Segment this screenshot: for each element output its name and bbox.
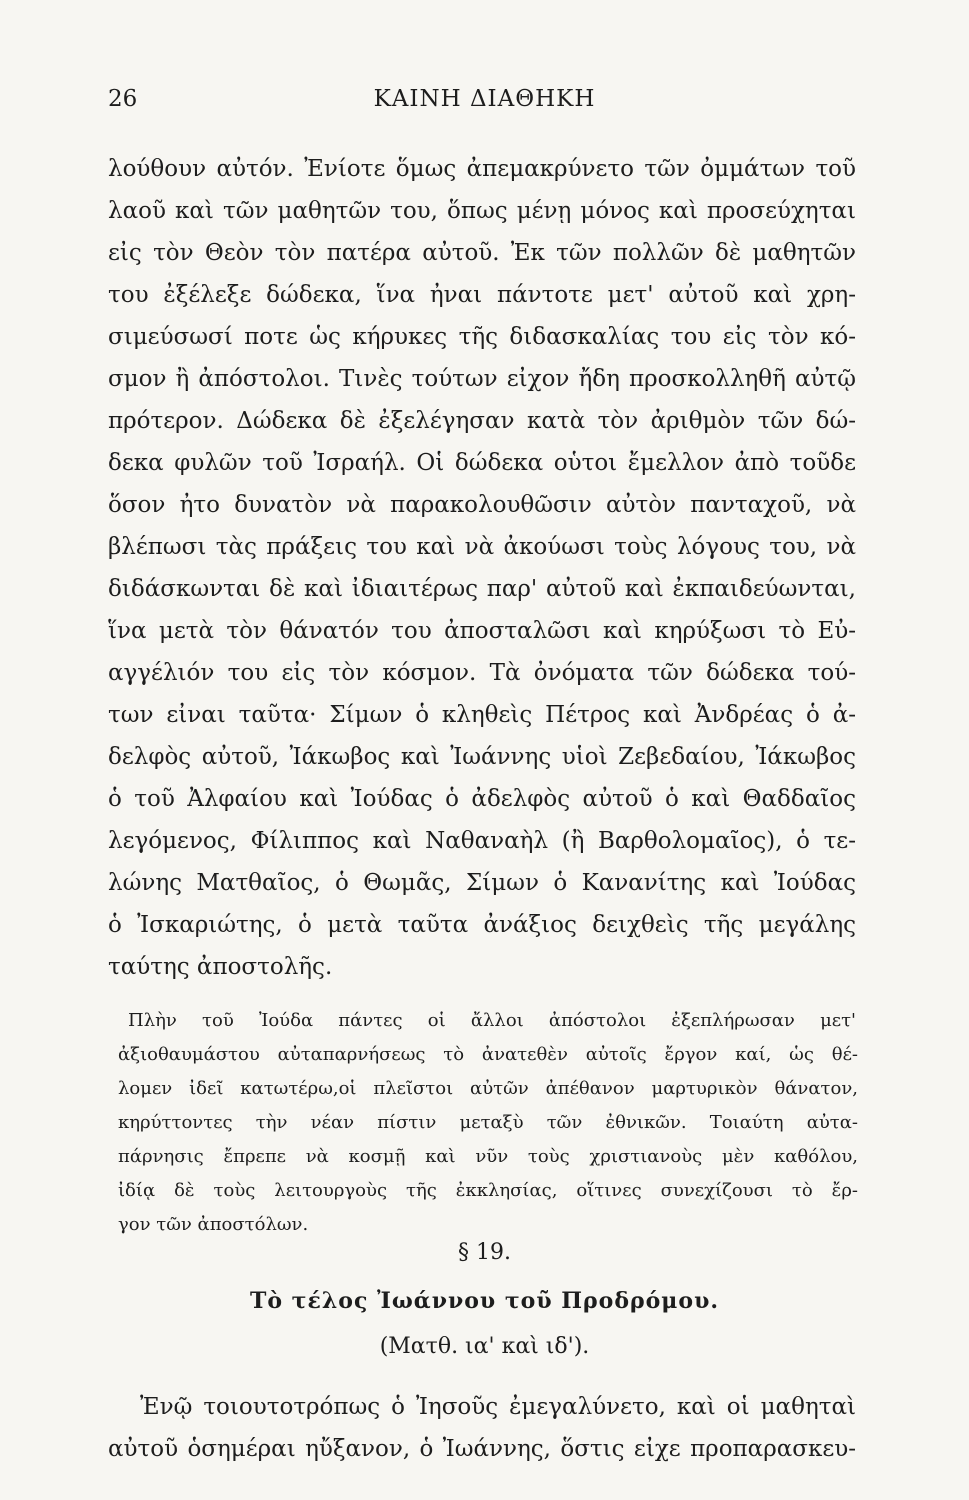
text-line: σιμεύσωσί ποτε ὡς κήρυκες τῆς διδασκαλίας του εἰς τὸν κό- <box>108 324 856 350</box>
text-line: εἰς τὸν Θεὸν τὸν πατέρα αὐτοῦ. Ἐκ τῶν πολλῶν δὲ μαθητῶν <box>108 240 856 266</box>
text-line: δελφὸς αὐτοῦ, Ἰάκωβος καὶ Ἰωάννης υἱοὶ Ζεβεδαίου, Ἰάκωβος <box>108 744 856 770</box>
text-line: λώνης Ματθαῖος, ὁ Θωμᾶς, Σίμων ὁ Κανανίτης καὶ Ἰούδας <box>108 870 856 896</box>
note-line: λομεν ἰδεῖ κατωτέρω,οἱ πλεῖστοι αὐτῶν ἀπέθανον μαρτυρικὸν θάνατον, <box>118 1078 858 1099</box>
text-line: λούθουν αὐτόν. Ἐνίοτε ὅμως ἀπεμακρύνετο τῶν ὀμμάτων τοῦ <box>108 156 856 182</box>
text-line: Ἐνῷ τοιουτοτρόπως ὁ Ἰησοῦς ἐμεγαλύνετο, καὶ οἱ μαθηταὶ <box>140 1394 856 1420</box>
text-line: ὅσον ἦτο δυνατὸν νὰ παρακολουθῶσιν αὐτὸν πανταχοῦ, νὰ <box>108 492 856 518</box>
note-line: ἰδίᾳ δὲ τοὺς λειτουργοὺς τῆς ἐκκλησίας, οἵτινες συνεχίζουσι τὸ ἔρ- <box>118 1180 858 1201</box>
text-line: ὁ Ἰσκαριώτης, ὁ μετὰ ταῦτα ἀνάξιος δειχθεὶς τῆς μεγάλης <box>108 912 856 938</box>
text-line: των εἶναι ταῦτα· Σίμων ὁ κληθεὶς Πέτρος καὶ Ἀνδρέας ὁ ἀ- <box>108 702 856 728</box>
section-heading: Τὸ τέλος Ἰωάννου τοῦ Προδρόμου. <box>249 1288 720 1314</box>
text-line: αὐτοῦ ὁσημέραι ηὔξανον, ὁ Ἰωάννης, ὅστις εἶχε προπαρασκευ- <box>108 1436 856 1462</box>
text-line: ἵνα μετὰ τὸν θάνατόν του ἀποσταλῶσι καὶ κηρύξωσι τὸ Εὐ- <box>108 618 856 644</box>
section-number: § 19. <box>458 1240 511 1265</box>
note-line: Πλὴν τοῦ Ἰούδα πάντες οἱ ἄλλοι ἀπόστολοι ἐξεπλήρωσαν μετ' <box>128 1010 856 1031</box>
note-line: κηρύττοντες τὴν νέαν πίστιν μεταξὺ τῶν ἐθνικῶν. Τοιαύτη αὐτα- <box>118 1112 858 1133</box>
page-number: 26 <box>108 86 138 112</box>
text-line: βλέπωσι τὰς πράξεις του καὶ νὰ ἀκούωσι τοὺς λόγους του, νὰ <box>108 534 856 560</box>
text-line: λαοῦ καὶ τῶν μαθητῶν του, ὅπως μένῃ μόνος καὶ προσεύχηται <box>108 198 856 224</box>
text-line: πρότερον. Δώδεκα δὲ ἐξελέγησαν κατὰ τὸν ἀριθμὸν τῶν δώ- <box>108 408 856 434</box>
text-line: λεγόμενος, Φίλιππος καὶ Ναθαναὴλ (ἢ Βαρθολομαῖος), ὁ τε- <box>108 828 856 854</box>
note-line: πάρνησις ἔπρεπε νὰ κοσμῇ καὶ νῦν τοὺς χριστιανοὺς μὲν καθόλου, <box>118 1146 858 1167</box>
text-line: ταύτης ἀποστολῆς. <box>108 954 333 980</box>
scripture-reference: (Ματθ. ια' καὶ ιδ'). <box>379 1334 590 1359</box>
page-header <box>108 86 861 126</box>
running-title: ΚΑΙΝΗ ΔΙΑΘΗΚΗ <box>373 86 596 112</box>
note-line: ἀξιοθαυμάστου αὐταπαρνήσεως τὸ ἀνατεθὲν αὐτοῖς ἔργον καί, ὡς θέ- <box>118 1044 858 1065</box>
text-line: δεκα φυλῶν τοῦ Ἰσραήλ. Οἱ δώδεκα οὗτοι ἔμελλον ἀπὸ τοῦδε <box>108 450 856 476</box>
text-line: διδάσκωνται δὲ καὶ ἰδιαιτέρως παρ' αὐτοῦ καὶ ἐκπαιδεύωνται, <box>108 576 856 602</box>
text-line: αγγέλιόν του εἰς τὸν κόσμον. Τὰ ὀνόματα τῶν δώδεκα τού- <box>108 660 856 686</box>
note-line: γον τῶν ἀποστόλων. <box>118 1214 309 1235</box>
text-line: ὁ τοῦ Ἀλφαίου καὶ Ἰούδας ὁ ἀδελφὸς αὐτοῦ ὁ καὶ Θαδδαῖος <box>108 786 856 812</box>
text-line: του ἐξέλεξε δώδεκα, ἵνα ἦναι πάντοτε μετ' αὐτοῦ καὶ χρη- <box>108 282 856 308</box>
text-line: σμον ἢ ἀπόστολοι. Τινὲς τούτων εἶχον ἤδη προσκολληθῆ αὐτῷ <box>108 366 856 392</box>
